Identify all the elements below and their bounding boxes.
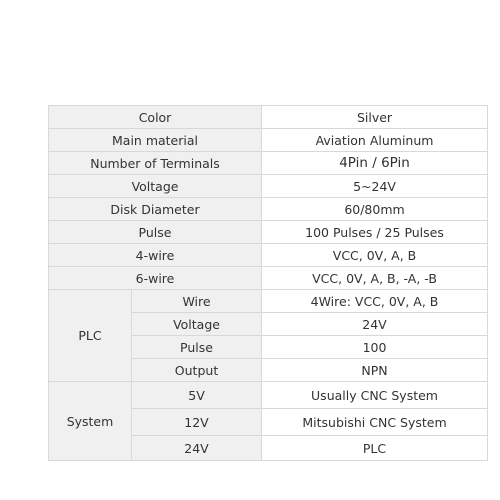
spec-row-pulse <box>49 221 488 244</box>
spec-value: 60/80mm <box>262 198 488 221</box>
spec-value: 100 Pulses / 25 Pulses <box>262 221 488 244</box>
spec-row-terminals <box>49 152 488 175</box>
spec-value: PLC <box>262 436 488 461</box>
spec-value: VCC, 0V, A, B <box>262 244 488 267</box>
spec-label: 4-wire <box>49 244 262 267</box>
system-row-5v <box>49 382 488 409</box>
spec-row-color <box>49 106 488 129</box>
spec-table <box>48 105 488 461</box>
spec-row-disk-diameter <box>49 198 488 221</box>
spec-value: Usually CNC System <box>262 382 488 409</box>
spec-label: Pulse <box>132 336 262 359</box>
spec-label: Wire <box>132 290 262 313</box>
spec-row-material <box>49 129 488 152</box>
spec-value: NPN <box>262 359 488 382</box>
spec-label: 12V <box>132 409 262 436</box>
spec-value: 4Wire: VCC, 0V, A, B <box>262 290 488 313</box>
spec-label: Number of Terminals <box>49 152 262 175</box>
spec-row-6-wire <box>49 267 488 290</box>
spec-label: Pulse <box>49 221 262 244</box>
spec-label: Disk Diameter <box>49 198 262 221</box>
spec-value: Mitsubishi CNC System <box>262 409 488 436</box>
spec-label: Voltage <box>49 175 262 198</box>
spec-label: Output <box>132 359 262 382</box>
plc-group-label: PLC <box>49 290 132 382</box>
spec-label: Main material <box>49 129 262 152</box>
spec-row-voltage <box>49 175 488 198</box>
spec-label: 6-wire <box>49 267 262 290</box>
spec-value: 5~24V <box>262 175 488 198</box>
spec-value: VCC, 0V, A, B, -A, -B <box>262 267 488 290</box>
spec-label: Voltage <box>132 313 262 336</box>
spec-value: Aviation Aluminum <box>262 129 488 152</box>
spec-value: 24V <box>262 313 488 336</box>
spec-value: 100 <box>262 336 488 359</box>
spec-label: 5V <box>132 382 262 409</box>
plc-row-wire <box>49 290 488 313</box>
spec-value: 4Pin / 6Pin <box>262 152 488 175</box>
spec-label: Color <box>49 106 262 129</box>
spec-row-4-wire <box>49 244 488 267</box>
spec-value: Silver <box>262 106 488 129</box>
system-group-label: System <box>49 382 132 461</box>
spec-label: 24V <box>132 436 262 461</box>
